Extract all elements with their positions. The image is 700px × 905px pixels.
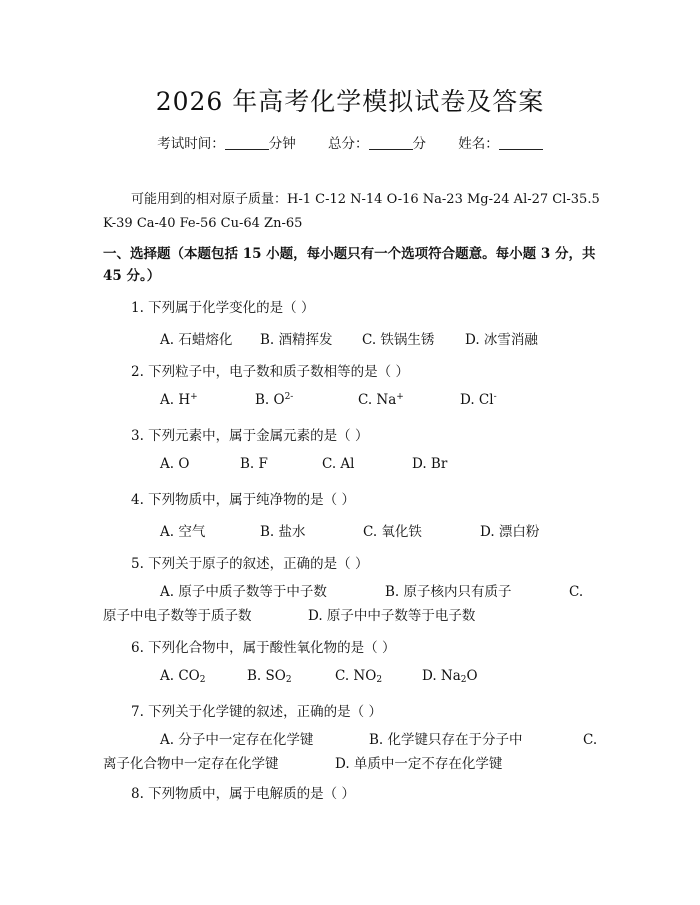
option-d: D. $Na_2O$ <box>422 668 478 685</box>
option-c-text: 原子中电子数等于质子数 <box>103 608 252 624</box>
name-blank <box>499 137 543 150</box>
option-a: A. H+ <box>160 392 198 408</box>
name-field: 姓名： <box>458 136 543 152</box>
option-c: C. Na+ <box>358 392 404 408</box>
time-field: 考试时间： 分钟 <box>157 136 296 152</box>
option-c: C. <box>569 584 584 600</box>
option-c: C. Al <box>322 456 355 472</box>
question-7-options <box>103 728 603 776</box>
option-b: B. $SO_2$ <box>247 668 292 685</box>
question-2: 2. 下列粒子中，电子数和质子数相等的是（ ） <box>131 364 409 380</box>
option-d: D. Cl- <box>460 392 497 408</box>
question-3: 3. 下列元素中，属于金属元素的是（ ） <box>131 428 369 444</box>
question-7: 7. 下列关于化学键的叙述，正确的是（ ） <box>131 704 382 720</box>
question-5: 5. 下列关于原子的叙述，正确的是（ ） <box>131 556 369 572</box>
option-c: C. <box>583 732 598 748</box>
question-5-options <box>103 580 603 628</box>
option-d: D. Br <box>412 456 448 472</box>
option-a: A. $CO_2$ <box>160 668 206 685</box>
option-d: D. 单质中一定不存在化学键 <box>335 756 503 772</box>
exam-meta <box>0 132 700 152</box>
page-title: 2026 年高考化学模拟试卷及答案 <box>155 87 545 116</box>
atomic-mass-note: 可能用到的相对原子质量：H-1 C-12 N-14 O-16 Na-23 Mg-24 Al-27 Cl-35.5 K-39 Ca-40 Fe-56 Cu-64 Zn-65 <box>103 192 600 231</box>
score-blank <box>369 137 413 150</box>
option-a: A. 空气 <box>160 524 206 540</box>
option-a: A. O <box>160 456 190 472</box>
option-c: C. 铁锅生锈 <box>362 332 435 348</box>
question-8: 8. 下列物质中，属于电解质的是（ ） <box>131 786 355 802</box>
option-c-text: 离子化合物中一定存在化学键 <box>103 756 279 772</box>
option-d: D. 冰雪消融 <box>465 332 538 348</box>
question-4: 4. 下列物质中，属于纯净物的是（ ） <box>131 492 355 508</box>
option-a: A. 石蜡熔化 <box>160 332 233 348</box>
option-b: B. 酒精挥发 <box>260 332 333 348</box>
option-d: D. 漂白粉 <box>480 524 540 540</box>
section-heading: 一、选择题（本题包括 15 小题，每小题只有一个选项符合题意。每小题 3 分，共 45 分。） <box>103 246 596 284</box>
option-b: B. $O^{2-}$ <box>255 392 294 408</box>
option-b: B. F <box>240 456 268 472</box>
option-d: D. 原子中中子数等于电子数 <box>308 608 476 624</box>
question-1: 1. 下列属于化学变化的是（ ） <box>131 300 315 316</box>
question-6: 6. 下列化合物中，属于酸性氧化物的是（ ） <box>131 640 396 656</box>
time-blank <box>225 137 269 150</box>
option-c: C. 氧化铁 <box>363 524 422 540</box>
score-field: 总分： 分 <box>328 136 426 152</box>
option-b: B. 化学键只存在于分子中 <box>369 732 523 748</box>
option-b: B. 原子核内只有质子 <box>385 584 512 600</box>
option-a: A. 分子中一定存在化学键 <box>160 732 314 748</box>
option-b: B. 盐水 <box>260 524 306 540</box>
option-c: C. $NO_2$ <box>335 668 383 685</box>
option-a: A. 原子中质子数等于中子数 <box>160 584 327 600</box>
